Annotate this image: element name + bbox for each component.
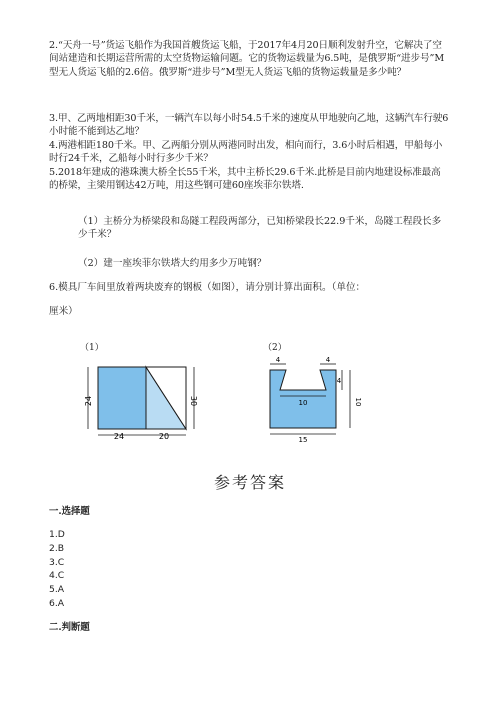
figure-2-width: 15 [298, 436, 308, 444]
figure-1-trapezoid [75, 355, 205, 445]
figure-2-label: （2） [263, 343, 287, 353]
problem-5-question-2: （2）建一座埃菲尔铁塔大约用多少万吨钢？ [78, 258, 267, 269]
figure-1-left-dim: 24 [84, 395, 93, 407]
choice-answer: 2.B [49, 542, 65, 554]
figure-2-notch-bottom: 10 [298, 399, 308, 407]
choice-answer: 1.D [49, 529, 65, 540]
figure-2-notched-plate [258, 352, 368, 445]
choice-answer: 3.C [49, 556, 65, 568]
problem-5-question-1: （1）主桥分为桥梁段和岛隧工程段两部分，已知桥梁段长22.9千米，岛隧工程段长多少千米？ [78, 216, 442, 241]
problem-2: 2.“天舟一号”货运飞船作为我国首艘货运飞船，于2017年4月20日顺利发射升空，它解决了空间站建造和长期运营所需的太空货物运输问题。它的货物运载量为6.5吨，是俄罗斯“进步号”M型无人货运飞船的2.6倍。俄罗斯“进步号”M型无人货运飞船的货物运载量是多少吨？ [49, 40, 445, 78]
answers-title: 参考答案 [213, 473, 286, 492]
figure-2-top-right-dim: 4 [325, 356, 331, 364]
figure-1-label: （1） [80, 343, 104, 353]
figure-1-bottom-left-dim: 24 [113, 432, 125, 441]
figure-1-bottom-right-dim: 20 [158, 432, 170, 441]
figure-1-rectangle [98, 367, 146, 429]
figure-2-height: 10 [354, 397, 362, 407]
figure-2-top-left-dim: 4 [275, 356, 281, 364]
problem-6-line-2: 厘米） [49, 306, 78, 317]
choice-answer: 5.A [49, 584, 65, 596]
problem-5: 5.2018年建成的港珠澳大桥全长55千米，其中主桥长29.6千米.此桥是目前内地建设标准最高的桥梁，主梁用钢达42万吨，用这些钢可建60座埃菲尔铁塔. [49, 167, 441, 192]
choice-answer: 6.A [49, 597, 65, 609]
choice-answer: 4.C [49, 570, 65, 582]
choice-answer-list [49, 528, 65, 611]
figure-2-notch-depth: 4 [336, 377, 342, 385]
figure-1-right-dim: 30 [189, 395, 198, 407]
problem-6-line-1: 6.模具厂车间里放着两块废弃的钢板（如图），请分别计算出面积。（单位： [49, 282, 366, 293]
problem-4: 4.两港相距180千米。甲、乙两船分别从两港同时出发，相向而行，3.6小时后相遇，甲船每小时行24千米，乙船每小时行多少千米？ [49, 140, 443, 165]
section-multiple-choice: 一.选择题 [49, 506, 90, 517]
problem-3: 3.甲、乙两地相距30千米，一辆汽车以每小时54.5千米的速度从甲地驶向乙地，这辆汽车行驶6小时能不能到达乙地？ [49, 113, 449, 138]
section-true-false: 二.判断题 [49, 622, 90, 633]
